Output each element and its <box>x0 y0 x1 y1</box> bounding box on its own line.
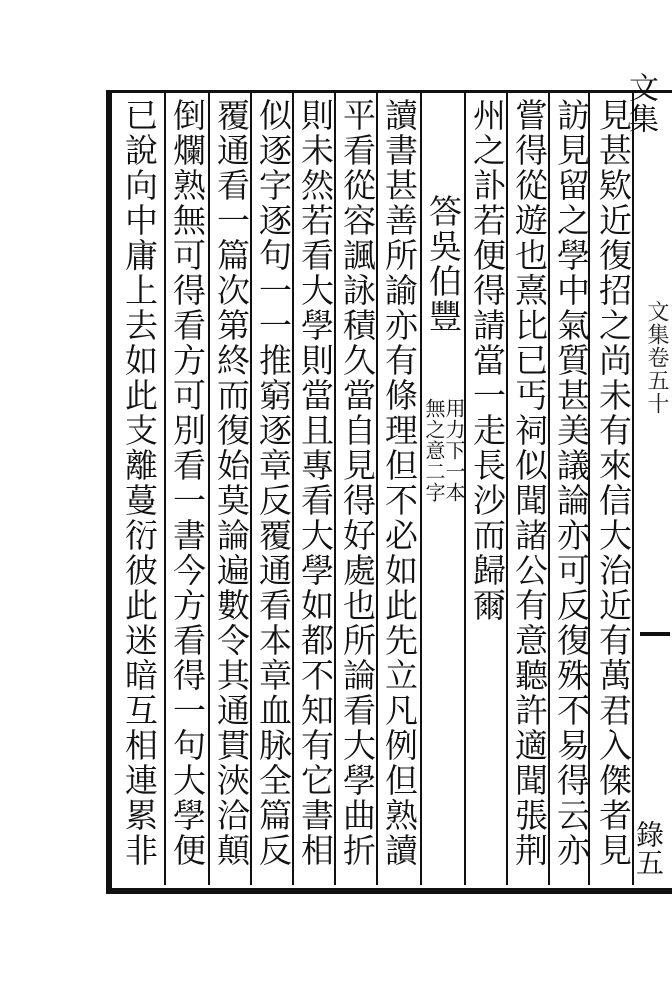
letter-title-column <box>422 98 464 878</box>
header-corner-title: 文集 <box>623 72 658 134</box>
page-mark: 錄五 <box>632 820 665 876</box>
text-column-7: 平看從容諷詠積久當自見得好處也所論看大學曲折 <box>338 98 377 868</box>
text-column-9: 似逐字逐句一一推窮逐章反覆通看本章血脉全篇反 <box>254 98 293 868</box>
text-column-6: 讀書甚善所諭亦有條理但不必如此先立凡例但熟讀 <box>380 98 419 868</box>
inline-note <box>424 398 464 598</box>
letter-title: 答吳伯豐 <box>424 194 463 334</box>
inline-note-line-2: 無之意二字 <box>422 398 446 503</box>
text-column-4: 州之訃若便得請當一走長沙而歸爾 <box>468 98 507 623</box>
inline-note-line-1: 用力下一本 <box>442 398 466 503</box>
text-column-3: 嘗得從遊也熹比已丐祠似聞諸公有意聽許適聞張荆 <box>510 98 549 868</box>
fold-label: 文集卷五十 <box>644 300 669 415</box>
text-column-11: 倒爛熟無可得看方可別看一書今方看得一句大學便 <box>168 98 207 868</box>
text-column-12: 已說向中庸上去如此支離蔓衍彼此迷暗互相連累非 <box>120 98 159 868</box>
text-column-8: 則未然若看大學則當且專看大學如都不知有它書相 <box>296 98 335 868</box>
fold-mark <box>640 632 670 636</box>
text-column-10: 覆通看一篇次第終而復始莫論遍數令其通貫浹洽顛 <box>212 98 251 868</box>
text-column-2: 訪見留之學中氣質甚美議論亦可反復殊不易得云亦 <box>552 98 591 868</box>
text-column-1: 見甚欵近復招之尚未有來信大治近有萬君入傑者見 <box>594 98 633 868</box>
